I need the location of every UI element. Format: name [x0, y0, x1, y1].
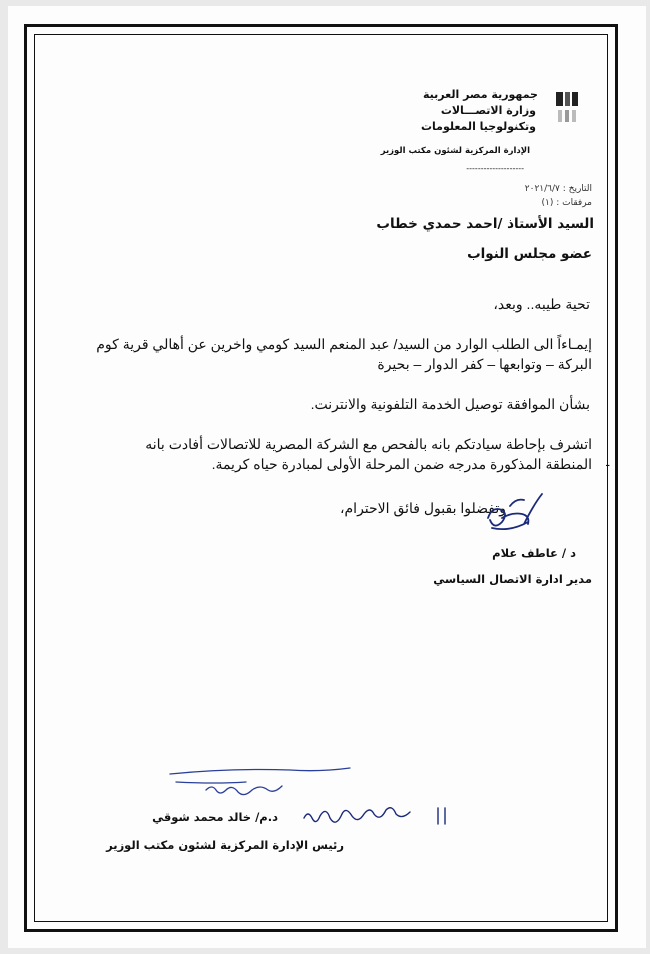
header-department: الإدارة المركزية لشئون مكتب الوزير: [380, 146, 530, 156]
paragraph-3-line-2: المنطقة المذكورة مدرجه ضمن المرحلة الأولى لمبادرة حياه كريمة.: [211, 456, 592, 472]
signature-1: [480, 488, 550, 538]
signatory-2-name: د.م/ خالد محمد شوقي: [152, 810, 278, 824]
closing-line: وتفضلوا بقبول فائق الاحترام،: [340, 500, 506, 516]
bullet-dash: -: [605, 456, 610, 472]
ministry-logo-icon: [554, 90, 580, 136]
header-ministry-2: وتكنولوجيا المعلومات: [420, 120, 536, 133]
addressee-title: عضو مجلس النواب: [467, 246, 592, 262]
greeting: تحية طيبه.. وبعد،: [493, 296, 590, 312]
document-date: التاريخ : ٢٠٢١/٦/٧: [524, 184, 592, 194]
document-attachments: مرفقات : (١): [541, 198, 592, 208]
header-country: جمهورية مصر العربية: [423, 88, 538, 101]
paragraph-3-line-1: اتشرف بإحاطة سيادتكم بانه بالفحص مع الشركة المصرية للاتصالات أفادت بانه: [145, 436, 592, 452]
signatory-2-title: رئيس الإدارة المركزية لشئون مكتب الوزير: [106, 838, 344, 852]
paragraph-1-line-1: إيمـاءاً الى الطلب الوارد من السيد/ عبد المنعم السيد كومي واخرين عن أهالي قرية كوم: [96, 336, 592, 352]
signatory-1-name: د / عاطف علام: [492, 546, 576, 560]
header-ministry: وزارة الاتصـــالات: [440, 104, 536, 117]
handwritten-note: [300, 800, 450, 830]
signature-2: [166, 762, 366, 802]
paragraph-2: بشأن الموافقة توصيل الخدمة التلفونية والانترنت.: [310, 396, 590, 412]
addressee-name: السيد الأستاذ /احمد حمدي خطاب: [376, 216, 594, 232]
header-separator: --------------------: [466, 164, 524, 173]
paragraph-1-line-2: البركة – وتوابعها – كفر الدوار – بحيرة: [377, 356, 592, 372]
signatory-1-title: مدير ادارة الاتصال السياسي: [433, 572, 592, 586]
